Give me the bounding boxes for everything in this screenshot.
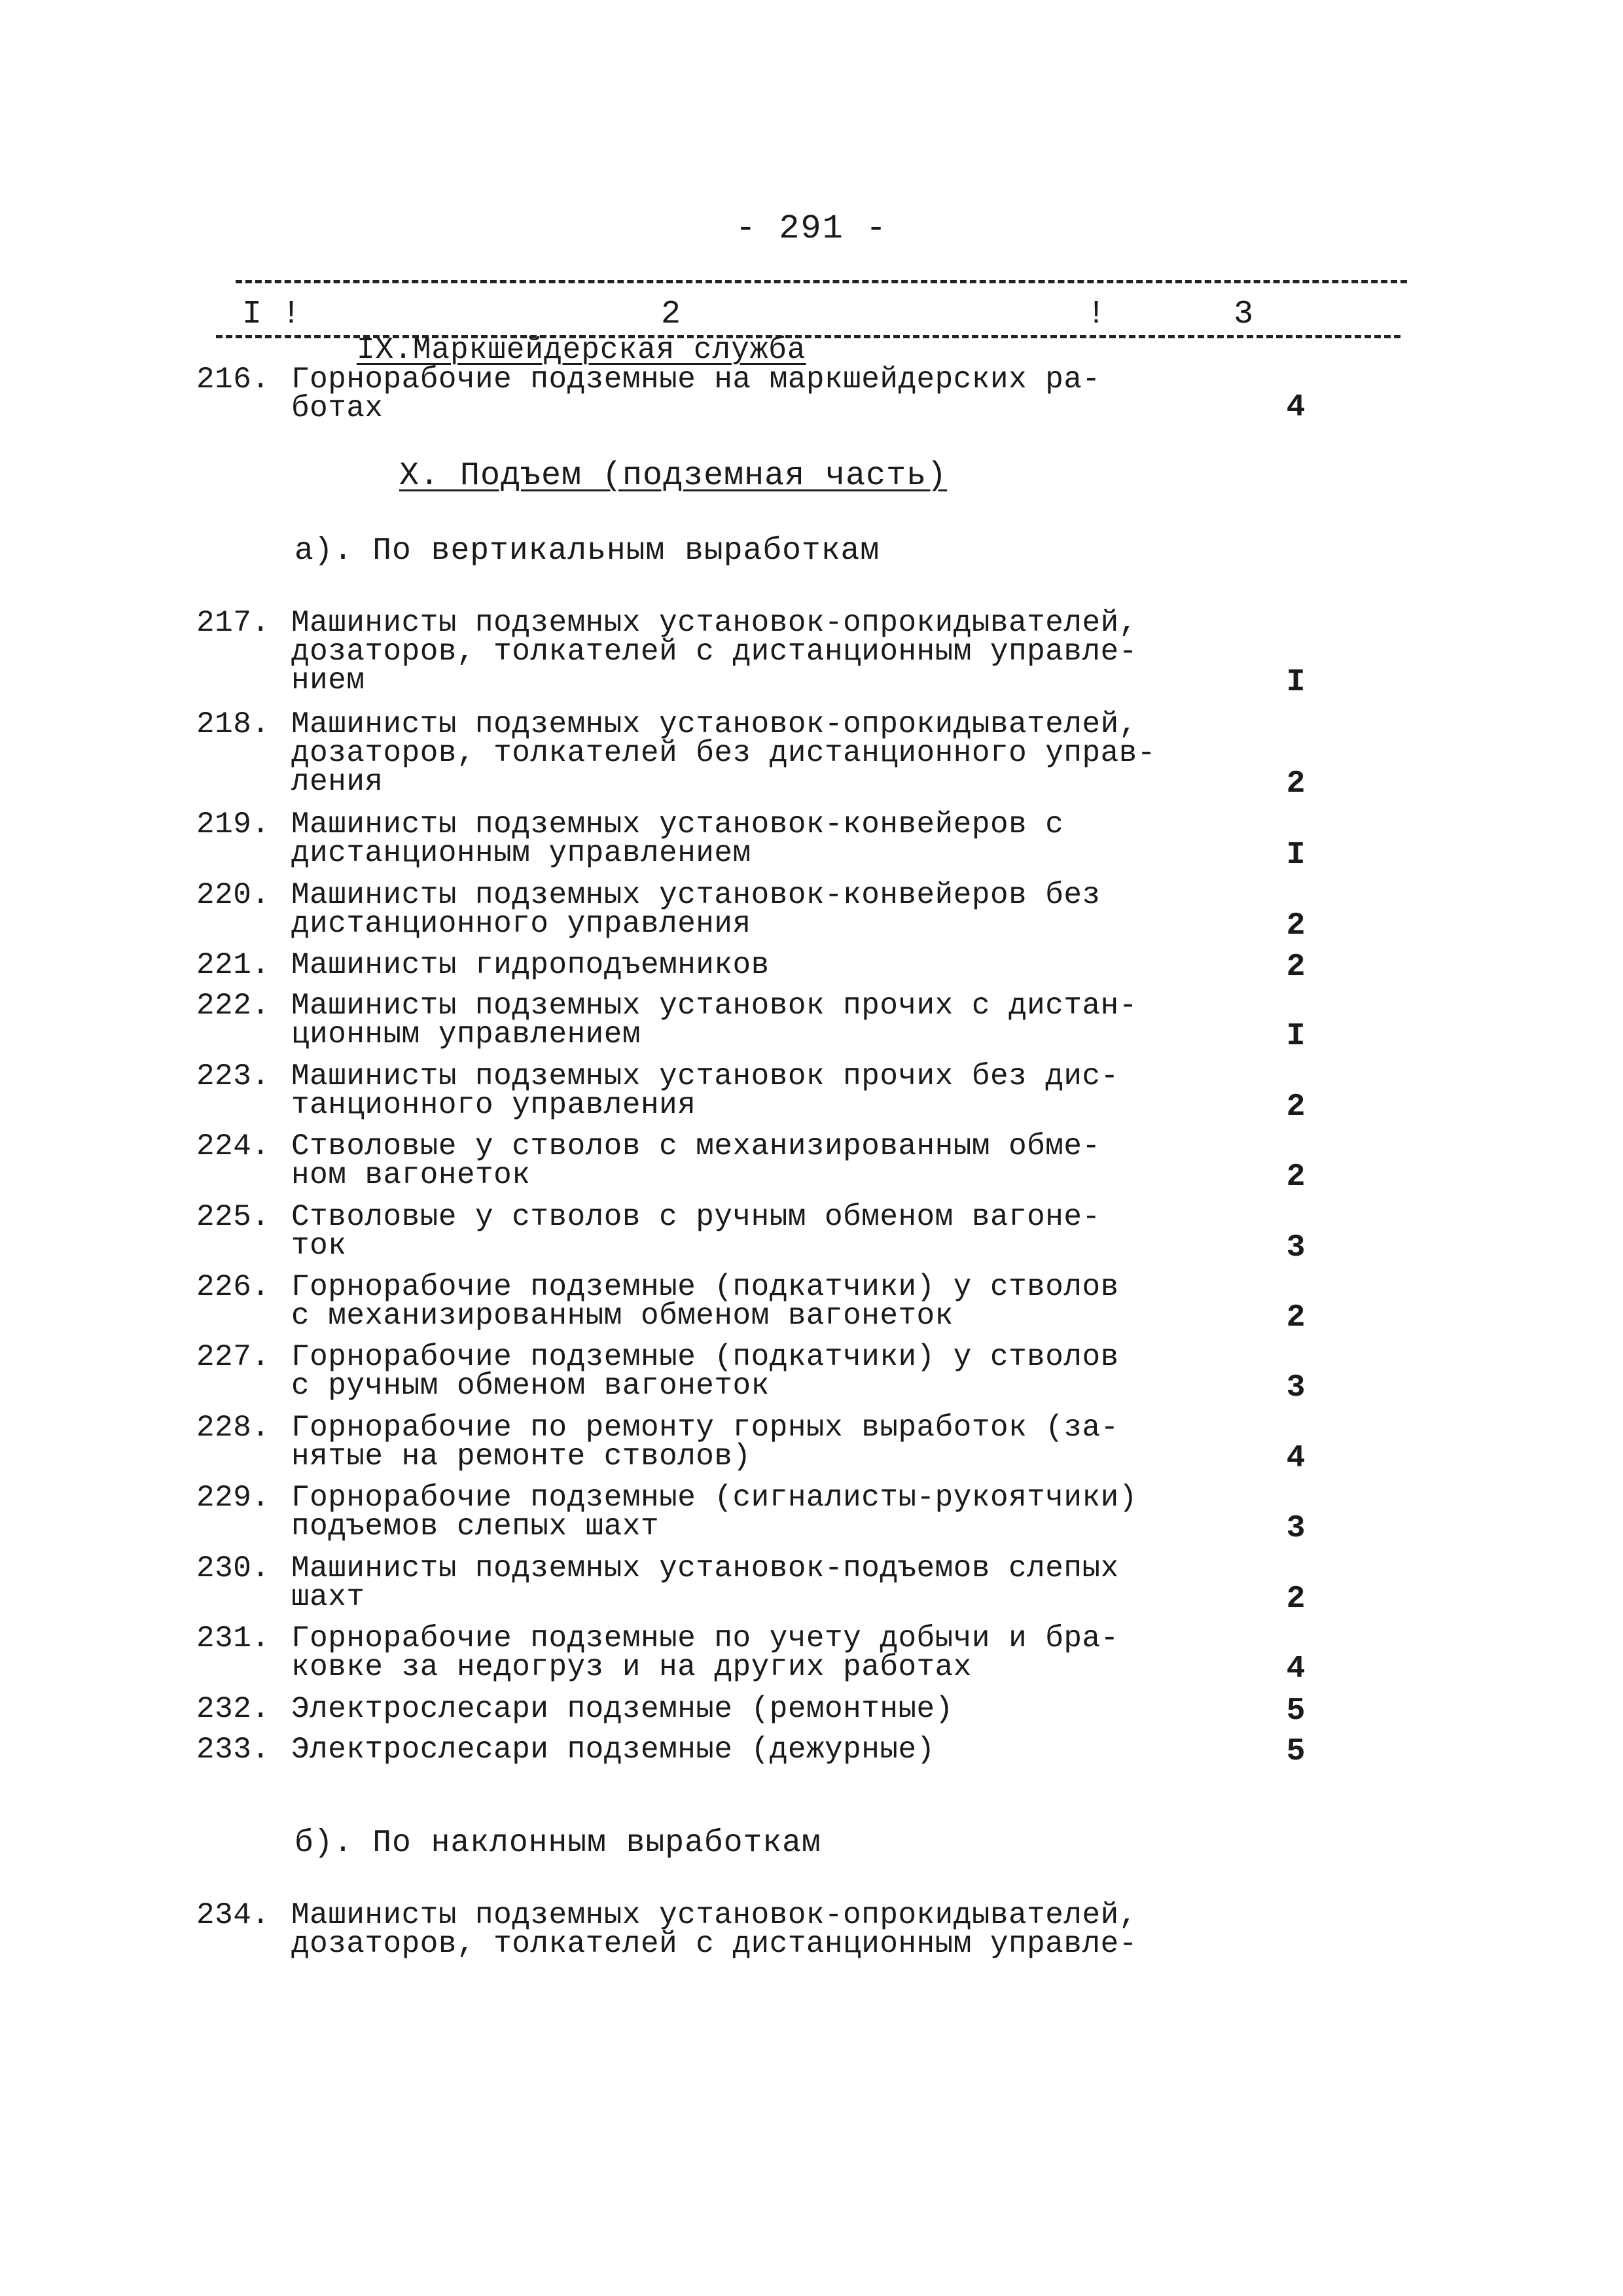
entry-grade: 3 — [1286, 1230, 1306, 1265]
entry-line: Машинисты подземных установок прочих с дистан- — [291, 989, 1137, 1023]
entry-grade: 4 — [1286, 1651, 1306, 1687]
entry-text — [291, 878, 1299, 941]
entry-line: Стволовые у стволов с механизированным обме- — [291, 1129, 1101, 1163]
column-2-label: 2 — [661, 296, 681, 333]
entry-line: Машинисты подземных установок-конвейеров с — [291, 807, 1064, 841]
entry-line: Стволовые у стволов с ручным обменом вагоне- — [291, 1200, 1101, 1234]
entry-grade: 2 — [1286, 908, 1306, 944]
entry-text — [291, 1481, 1299, 1544]
entry-grade: 2 — [1286, 1089, 1306, 1125]
entry-line: Машинисты гидроподъемников — [291, 948, 770, 982]
entry-grade: I — [1286, 838, 1306, 873]
entry-text — [291, 1270, 1299, 1333]
page-number: - 291 - — [735, 209, 888, 248]
entry-grade: I — [1286, 1019, 1306, 1054]
entry-line: ботах — [291, 391, 383, 425]
column-separator-2: ! — [1086, 296, 1107, 333]
entry-line: Горнорабочие подземные (подкатчики) у стволов — [291, 1270, 1119, 1304]
entry-text — [291, 1551, 1299, 1614]
entry-line: Машинисты подземных установок-опрокидывателей, — [291, 606, 1137, 640]
grade-216: 4 — [1286, 390, 1306, 425]
entry-text — [291, 1200, 1299, 1263]
entry-line: дозаторов, толкателей с дистанционным управле- — [291, 1927, 1137, 1961]
entry-line: Машинисты подземных установок-опрокидывателей, — [291, 1898, 1137, 1932]
entry-line: дозаторов, толкателей без дистанционного управ- — [291, 736, 1156, 770]
entry-number: 233. — [196, 1733, 270, 1767]
entry-number: 231. — [196, 1621, 270, 1655]
entry-number: 218. — [196, 707, 270, 741]
entry-grade: 2 — [1286, 766, 1306, 802]
entry-grade: 2 — [1286, 1581, 1306, 1617]
entry-line: с ручным обменом вагонеток — [291, 1369, 770, 1403]
entry-text — [291, 1733, 1299, 1767]
entry-number: 227. — [196, 1340, 270, 1374]
entry-grade: 3 — [1286, 1370, 1306, 1405]
entry-number: 225. — [196, 1200, 270, 1234]
entry-line: ток — [291, 1229, 347, 1263]
entry-line: ном вагонеток — [291, 1158, 531, 1192]
entry-grade: I — [1286, 665, 1306, 700]
entry-number: 220. — [196, 878, 270, 912]
entry-line: Горнорабочие подземные (подкатчики) у стволов — [291, 1340, 1119, 1374]
entry-text — [291, 991, 1299, 1049]
entry-number: 226. — [196, 1270, 270, 1304]
entry-line: Машинисты подземных установок-подъемов слепых — [291, 1551, 1119, 1585]
entry-line: Машинисты подземных установок прочих без дис- — [291, 1059, 1119, 1093]
entry-line: с механизированным обменом вагонеток — [291, 1299, 954, 1333]
entry-line: ционным управлением — [291, 1017, 641, 1051]
entry-text — [291, 1411, 1299, 1474]
entry-text — [291, 1898, 1299, 1961]
section-x-title: X. Подъем (подземная часть) — [399, 457, 948, 495]
entry-number: 221. — [196, 948, 270, 982]
entry-line: шахт — [291, 1580, 365, 1614]
subsection-a-title: а). По вертикальным выработкам — [294, 533, 880, 569]
entry-line: Машинисты подземных установок-конвейеров без — [291, 878, 1101, 912]
entry-text — [291, 948, 1299, 982]
section-ix-title: IX.Маркшейдерская служба — [357, 333, 806, 367]
column-3-label: 3 — [1234, 296, 1254, 333]
entry-text — [291, 1129, 1299, 1192]
entry-grade: 2 — [1286, 1300, 1306, 1335]
entry-line: танционного управления — [291, 1088, 696, 1122]
entry-line: Горнорабочие подземные по учету добычи и бра- — [291, 1621, 1119, 1655]
entry-number: 228. — [196, 1411, 270, 1445]
entry-number: 232. — [196, 1692, 270, 1726]
entry-text — [291, 707, 1299, 799]
entry-line: подъемов слепых шахт — [291, 1510, 660, 1544]
entry-text — [291, 807, 1299, 870]
top-dashed-rule — [236, 280, 1407, 283]
entry-line: дистанционного управления — [291, 907, 751, 941]
entry-line: Горнорабочие подземные (сигналисты-рукоятчики) — [291, 1481, 1137, 1515]
entry-line: Горнорабочие подземные на маркшейдерских ра- — [291, 362, 1101, 397]
entry-grade: 2 — [1286, 949, 1306, 985]
column-1-label: I — [242, 296, 262, 333]
entry-text — [291, 1059, 1299, 1122]
subsection-b-title: б). По наклонным выработкам — [294, 1826, 821, 1861]
entry-line: ковке за недогруз и на других работах — [291, 1650, 972, 1684]
entry-number: 217. — [196, 606, 270, 640]
entry-grade: 3 — [1286, 1511, 1306, 1546]
entry-grade: 5 — [1286, 1693, 1306, 1729]
entry-text — [291, 1621, 1299, 1684]
entry-number: 216. — [196, 362, 270, 397]
entry-line: ления — [291, 765, 383, 799]
entry-number: 222. — [196, 989, 270, 1023]
entry-line: Горнорабочие по ремонту горных выработок (за- — [291, 1411, 1119, 1445]
entry-grade: 4 — [1286, 1441, 1306, 1476]
entry-text — [291, 1340, 1299, 1403]
column-separator-1: ! — [281, 296, 302, 333]
entry-text — [291, 606, 1299, 698]
entry-line: дистанционным управлением — [291, 836, 751, 870]
entry-line: Электрослесари подземные (ремонтные) — [291, 1692, 954, 1726]
entry-number: 219. — [196, 807, 270, 841]
entry-number: 234. — [196, 1898, 270, 1932]
entry-line: нятые на ремонте стволов) — [291, 1439, 751, 1474]
entry-line: дозаторов, толкателей с дистанционным управле- — [291, 635, 1137, 669]
entry-number: 223. — [196, 1059, 270, 1093]
entry-line: нием — [291, 663, 365, 698]
entry-number: 229. — [196, 1481, 270, 1515]
column-header — [216, 296, 1400, 338]
entry-line: Электрослесари подземные (дежурные) — [291, 1733, 935, 1767]
entry-text — [291, 1692, 1299, 1726]
entry-number: 230. — [196, 1551, 270, 1585]
entry-number: 224. — [196, 1129, 270, 1163]
entry-grade: 2 — [1286, 1159, 1306, 1195]
entry-line: Машинисты подземных установок-опрокидывателей, — [291, 707, 1137, 741]
entry-grade: 5 — [1286, 1734, 1306, 1769]
entry-text — [291, 362, 1299, 425]
